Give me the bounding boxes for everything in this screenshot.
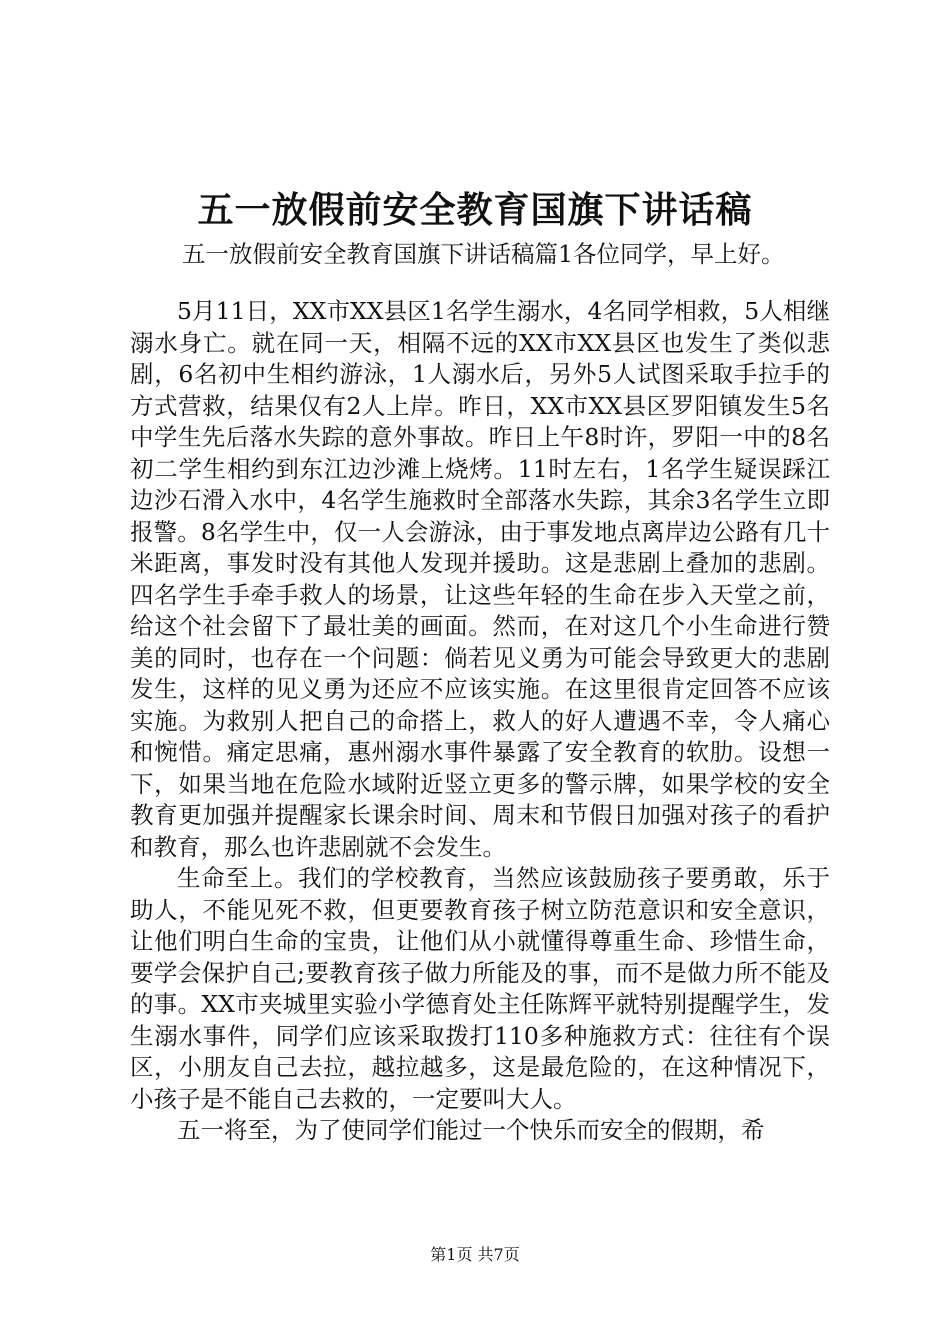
paragraph-3: 五一将至，为了使同学们能过一个快乐而安全的假期，希 <box>177 1116 765 1144</box>
body-text <box>130 296 830 1147</box>
intro-line: 五一放假前安全教育国旗下讲话稿篇1各位同学，早上好。 <box>182 240 785 268</box>
paragraph-2: 生命至上。我们的学校教育，当然应该鼓励孩子要勇敢，乐于助人，不能见死不救，但更要教育孩子树立防范意识和安全意识，让他们明白生命的宝贵，让他们从小就懂得尊重生命、珍惜生命，要学会保护自己;要教育孩子做力所能及的事，而不是做力所不能及的事。XX市夹城里实验小学德育处主任陈辉平就特别提醒学生，发生溺水事件，同学们应该采取拨打110多种施救方式：往往有个误区，小朋友自己去拉，越拉越多，这是最危险的，在这种情况下，小孩子是不能自己去救的，一定要叫大人。 <box>130 864 830 1113</box>
page-title: 五一放假前安全教育国旗下讲话稿 <box>197 189 753 231</box>
page-footer: 第1页 共7页 <box>430 1245 520 1264</box>
paragraph-1: 5月11日，XX市XX县区1名学生溺水，4名同学相救，5人相继溺水身亡。就在同一天，相隔不远的XX市XX县区也发生了类似悲剧，6名初中生相约游泳，1人溺水后，另外5人试图采取手拉手的方式营救，结果仅有2人上岸。昨日，XX市XX县区罗阳镇发生5名中学生先后落水失踪的意外事故。昨日上午8时许，罗阳一中的8名初二学生相约到东江边沙滩上烧烤。11时左右，1名学生疑误踩江边沙石滑入水中，4名学生施救时全部落水失踪，其余3名学生立即报警。8名学生中，仅一人会游泳，由于事发地点离岸边公路有几十米距离，事发时没有其他人发现并援助。这是悲剧上叠加的悲剧。四名学生手牵手救人的场景，让这些年轻的生命在步入天堂之前，给这个社会留下了最壮美的画面。然而，在对这几个小生命进行赞美的同时，也存在一个问题：倘若见义勇为可能会导致更大的悲剧发生，这样的见义勇为还应不应该实施。在这里很肯定回答不应该实施。为救别人把自己的命搭上，救人的好人遭遇不幸，令人痛心和惋惜。痛定思痛，惠州溺水事件暴露了安全教育的软肋。设想一下，如果当地在危险水域附近竖立更多的警示牌，如果学校的安全教育更加强并提醒家长课余时间、周末和节假日加强对孩子的看护和教育，那么也许悲剧就不会发生。 <box>130 297 830 861</box>
